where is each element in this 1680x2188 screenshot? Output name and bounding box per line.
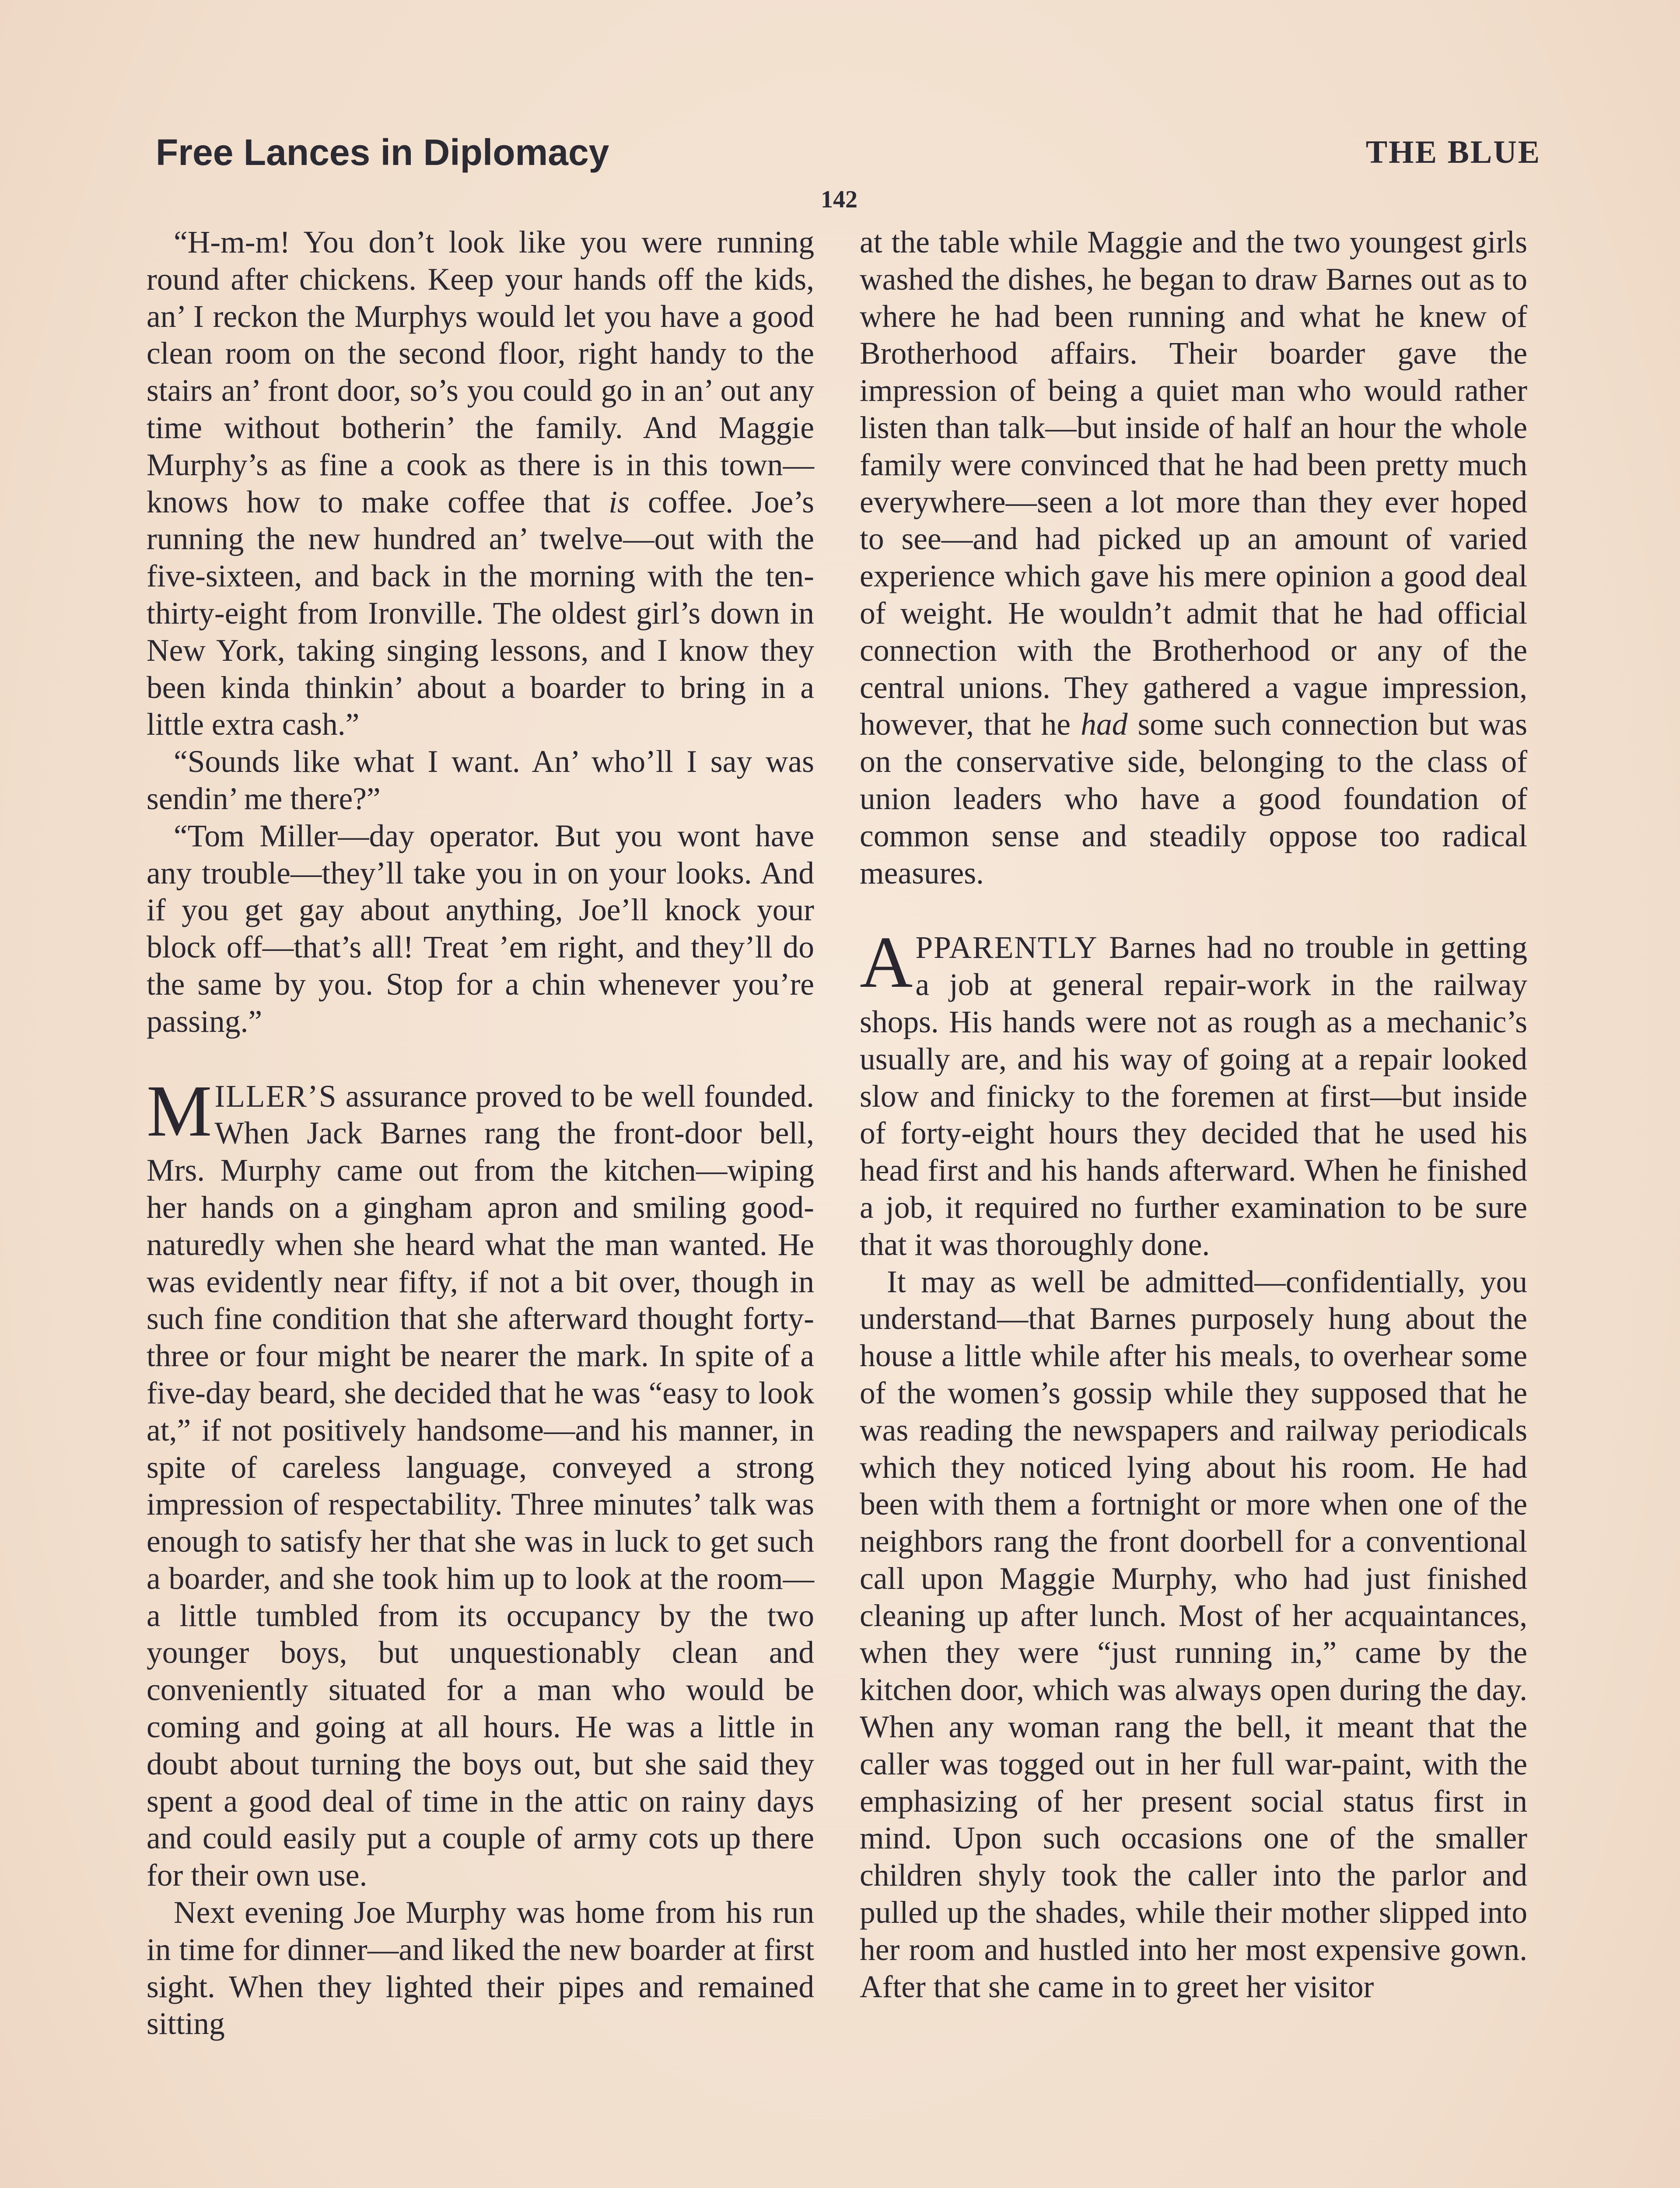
paragraph: “Sounds like what I want. An’ who’ll I say was sendin’ me there?” [147, 744, 814, 816]
paragraph-text: coffee. Joe’s running the new hundred an’ twelve—out with the five-sixteen, and back in the morning with the ten-thirty-eight from Ironville. The oldest girl’s down in New York, taking singing lessons, and I know they been kinda thinkin’ about a boarder to bring in a little extra cash.” [147, 484, 814, 742]
paragraph-text: assurance proved to be well founded. When Jack Barnes rang the front-door bell, Mrs. Murphy came out from the kitchen—wiping her hands on a gingham apron and smiling good-naturedly when she heard what the man wanted. He was evidently near fifty, if not a bit over, though in such fine condition that she afterward thought forty-three or four might be nearer the mark. In spite of a five-day beard, she decided that he was “easy to look at,” if not positively handsome—and his manner, in spite of careless language, conveyed a strong impression of respectability. Three minutes’ talk was enough to satisfy her that she was in luck to get such a boarder, and she took him up to look at the room—a little tumbled from its occupancy by the two younger boys, but unquestionably clean and conveniently situated for a man who would be coming and going at all hours. He was a little in doubt about turning the boys out, but she said they spent a good deal of time in the attic on rainy days and could easily put a couple of army cots up there for their own use. [147, 1079, 814, 1893]
right-column [860, 224, 1527, 2006]
paragraph: Next evening Joe Murphy was home from his run in time for dinner—and liked the new boarder at first sight. When they lighted their pipes and remained sitting [147, 1895, 814, 2041]
paragraph [860, 224, 1527, 892]
paragraph [147, 224, 814, 743]
magazine-name: THE BLUE [1365, 134, 1541, 170]
paragraph-text: at the table while Maggie and the two youngest girls washed the dishes, he began to draw Barnes out as to where he had been running and what he knew of Brotherhood affairs. Their boarder gave the impression of being a quiet man who would rather listen than talk—but inside of half an hour the whole family were convinced that he had been pretty much everywhere—seen a lot more than they ever hoped to see—and had picked up an amount of varied experience which gave his mere opinion a good deal of weight. He wouldn’t admit that he had official connection with the Brotherhood or any of the central unions. They gathered a vague impression, however, that he [860, 225, 1527, 742]
section-paragraph [860, 922, 1527, 1263]
section-paragraph [147, 1070, 814, 1895]
page-number: 142 [821, 186, 858, 213]
paragraph-text: Barnes had no trouble in getting a job at general repair-work in the railway shops. His hands were not as rough as a mechanic’s usually are, and his way of going at a repair looked slow and finicky to the foremen at first—but inside of forty-eight hours they decided that he used his head first and his hands afterward. When he finished a job, it required no further examination to be sure that it was thoroughly done. [860, 930, 1527, 1262]
paragraph: “Tom Miller—day operator. But you wont have any trouble—they’ll take you in on your looks. And if you get gay about anything, Joe’ll knock your block off—that’s all! Treat ’em right, and they’ll do the same by you. Stop for a chin whenever you’re passing.” [147, 818, 814, 1039]
paragraph-text: “H-m-m! You don’t look like you were running round after chickens. Keep your hands off the kids, an’ I reckon the Murphys would let you have a good clean room on the second floor, right handy to the stairs an’ front door, so’s you could go in an’ out any time without botherin’ the family. And Maggie Murphy’s as fine a cook as there is in this town—knows how to make coffee that [147, 225, 814, 519]
drop-cap: M [147, 1070, 212, 1152]
emphasis: is [609, 484, 630, 519]
drop-cap: A [860, 922, 913, 1003]
left-column [147, 224, 814, 2043]
emphasis: had [1081, 707, 1128, 742]
running-title: Free Lances in Diplomacy [156, 132, 609, 173]
paragraph: It may as well be admitted—confidentially, you understand—that Barnes purposely hung about the house a little while after his meals, to overhear some of the women’s gossip while they supposed that he was reading the newspapers and railway periodicals which they noticed lying about his room. He had been with them a fortnight or more when one of the neighbors rang the front doorbell for a conventional call upon Maggie Murphy, who had just finished cleaning up after lunch. Most of her acquaintances, when they were “just running in,” came by the kitchen door, which was always open during the day. When any woman rang the bell, it meant that the caller was togged out in her full war-paint, with the emphasizing of her present social status first in mind. Upon such occasions one of the smaller children shyly took the caller into the parlor and pulled up the shades, while their mother slipped into her room and hustled into her most expensive gown. After that she came in to greet her visitor [860, 1264, 1527, 2004]
paragraph-text: some such connection but was on the conservative side, belonging to the class of union leaders who have a good foundation of common sense and steadily oppose too radical measures. [860, 707, 1527, 891]
lead-word: ILLER’S [214, 1079, 337, 1114]
lead-word: PPARENTLY [915, 930, 1098, 965]
